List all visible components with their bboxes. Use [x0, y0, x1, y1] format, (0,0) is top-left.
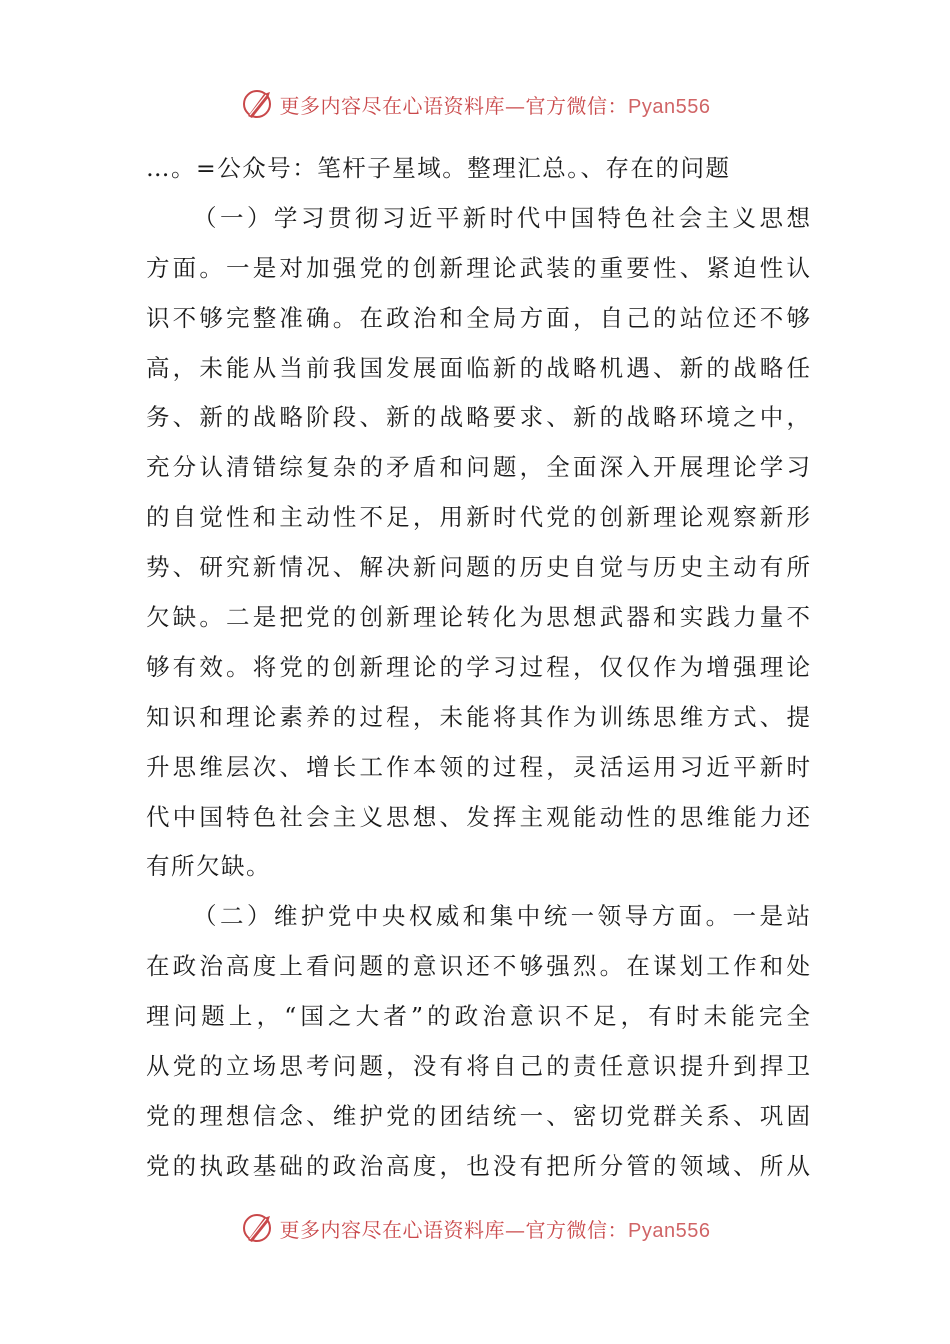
text-line: 从党的立场思考问题，没有将自己的责任意识提升到捍卫 [146, 1052, 810, 1081]
pen-quill-logo-icon [240, 1210, 276, 1246]
text-line: （二）维护党中央权威和集中统一领导方面。一是站 [193, 902, 810, 931]
text-line: 党的执政基础的政治高度，也没有把所分管的领域、所从 [146, 1151, 810, 1180]
watermark-text [280, 1214, 711, 1243]
text-line: 有所欠缺。 [146, 852, 271, 881]
watermark-text [280, 90, 711, 119]
pen-quill-logo-icon [240, 86, 276, 122]
text-line: 识不够完整准确。在政治和全局方面，自己的站位还不够 [146, 303, 810, 332]
text-line: 升思维层次、增长工作本领的过程，灵活运用习近平新时 [146, 752, 810, 781]
wechat-id: Pyan556 [628, 1219, 711, 1242]
text-line: 知识和理论素养的过程，未能将其作为训练思维方式、提 [146, 702, 810, 731]
text-line: …。=公众号：笔杆子星域。整理汇总。、存在的问题 [146, 154, 731, 182]
text-line: 充分认清错综复杂的矛盾和问题，全面深入开展理论学习 [146, 453, 810, 482]
text-line: 理问题上，“国之大者”的政治意识不足，有时未能完全 [146, 1002, 810, 1031]
watermark-banner-bottom [0, 1208, 950, 1248]
brand-text: 更多内容尽在心语资料库—官方微信： [279, 1217, 629, 1242]
brand-text: 更多内容尽在心语资料库—官方微信： [279, 93, 629, 118]
text-line: 务、新的战略阶段、新的战略要求、新的战略环境之中， [146, 403, 810, 432]
text-line: 代中国特色社会主义思想、发挥主观能动性的思维能力还 [146, 802, 810, 831]
text-line: 党的理想信念、维护党的团结统一、密切党群关系、巩固 [146, 1101, 810, 1130]
text-line: 方面。一是对加强党的创新理论武装的重要性、紧迫性认 [146, 253, 810, 282]
text-line: 在政治高度上看问题的意识还不够强烈。在谋划工作和处 [146, 952, 810, 981]
text-line: 高，未能从当前我国发展面临新的战略机遇、新的战略任 [146, 353, 810, 382]
wechat-id: Pyan556 [628, 95, 711, 118]
document-body [146, 144, 810, 1192]
text-line: 势、研究新情况、解决新问题的历史自觉与历史主动有所 [146, 553, 810, 582]
text-line: 够有效。将党的创新理论的学习过程，仅仅作为增强理论 [146, 652, 810, 681]
watermark-banner-top [0, 84, 950, 124]
text-line: （一）学习贯彻习近平新时代中国特色社会主义思想 [193, 203, 810, 232]
text-line: 欠缺。二是把党的创新理论转化为思想武器和实践力量不 [146, 603, 810, 632]
text-line: 的自觉性和主动性不足，用新时代党的创新理论观察新形 [146, 503, 810, 532]
